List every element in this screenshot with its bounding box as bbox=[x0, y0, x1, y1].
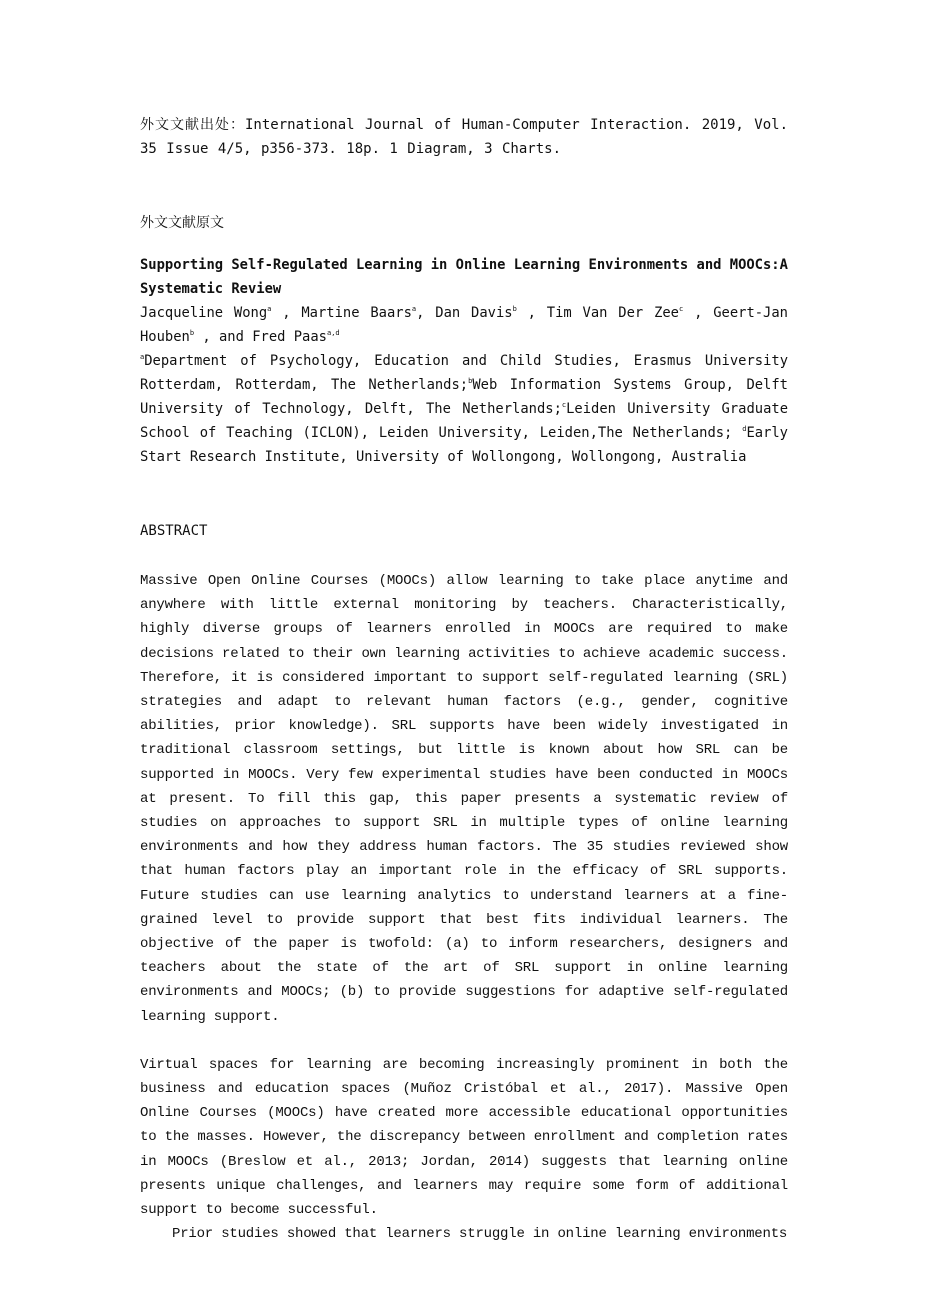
author-separator: , bbox=[416, 305, 436, 321]
intro-paragraph: Prior studies showed that learners struggle in online learning environments bbox=[172, 1226, 788, 1243]
intro-paragraph: Virtual spaces for learning are becoming increasingly prominent in both the business and education spaces (Muñoz Cristóbal et al., 2017). Massive Open Online Courses (MOOCs) have created more accessible educational opportunities to the masses. However, the discrepancy between enrollment and completion rates in MOOCs (Breslow et al., 2013; Jordan, 2014) suggests that learning online presents unique challenges, and learners may require some form of additional support to become successful. bbox=[140, 1056, 788, 1219]
author-affiliation-mark: b bbox=[189, 329, 195, 337]
author-affiliation-mark: a bbox=[411, 305, 417, 313]
source-citation: 外文文献出处：International Journal of Human-Computer Interaction. 2019, Vol. 35 Issue 4/5, p356-373. 18p. 1 Diagram, 3 Charts. bbox=[140, 117, 788, 157]
author-affiliation-mark: a,d bbox=[326, 329, 340, 337]
author-name: Fred Paas bbox=[252, 329, 327, 345]
abstract-paragraph: Massive Open Online Courses (MOOCs) allow learning to take place anytime and anywhere with little external monitoring by teachers. Characteristically, highly diverse groups of learners enrolled in MOOCs are required to make decisions related to their own learning activities to achieve academic success. Therefore, it is considered important to support self-regulated learning (SRL) strategies and adapt to relevant human factors (e.g., gender, cognitive abilities, prior knowledge). SRL supports have been widely investigated in traditional classroom settings, but little is known about how SRL can be supported in MOOCs. Very few experimental studies have been conducted in MOOCs at present. To fill this gap, this paper presents a systematic review of studies on approaches to support SRL in multiple types of online learning environments and how they address human factors. The 35 studies reviewed show that human factors play an important role in the efficacy of SRL supports. Future studies can use learning analytics to understand learners at a fine-grained level to provide support that best fits individual learners. The objective of the paper is twofold: (a) to inform researchers, designers and teachers about the state of the art of SRL support in online learning environments and MOOCs; (b) to provide suggestions for adaptive self-regulated learning support. bbox=[140, 573, 788, 1025]
author-list bbox=[140, 301, 788, 349]
affiliation-mark: c bbox=[561, 401, 567, 409]
affiliation-text: Leiden University Graduate School of Teaching (ICLON), Leiden University, Leiden,The Netherlands; bbox=[140, 401, 789, 441]
affiliation-text: Department of Psychology, Education and Child Studies, Erasmus University Rotterdam, Rotterdam, The Netherlands; bbox=[140, 353, 788, 393]
author-affiliation-mark: c bbox=[679, 305, 684, 313]
affiliation-mark: a bbox=[140, 353, 145, 361]
section-label: 外文文献原文 bbox=[140, 215, 224, 231]
author-name: Martine Baars bbox=[301, 305, 412, 321]
paper-title: Supporting Self-Regulated Learning in Online Learning Environments and MOOCs:A Systematic Review bbox=[140, 257, 788, 297]
affiliation-text: Web Information Systems Group, Delft University of Technology, Delft, The Netherlands; bbox=[140, 377, 788, 417]
affiliation-mark: d bbox=[742, 425, 747, 433]
document-content bbox=[140, 113, 788, 1246]
author-affiliation-mark: b bbox=[512, 305, 517, 313]
author-name: Tim Van Der Zee bbox=[546, 305, 679, 321]
author-name: Dan Davis bbox=[435, 305, 513, 321]
affiliation-mark: b bbox=[468, 377, 473, 385]
author-separator: , bbox=[271, 305, 302, 321]
author-name: Geert-Jan Houben bbox=[140, 305, 788, 345]
author-separator: , bbox=[516, 305, 547, 321]
abstract-heading: ABSTRACT bbox=[140, 523, 208, 539]
author-separator: , bbox=[683, 305, 714, 321]
affiliation-list bbox=[140, 349, 788, 469]
author-separator: , and bbox=[194, 329, 253, 345]
affiliation-text: Early Start Research Institute, University of Wollongong, Wollongong, Australia bbox=[140, 425, 788, 465]
author-name: Jacqueline Wong bbox=[140, 305, 268, 321]
author-affiliation-mark: a bbox=[267, 305, 272, 313]
